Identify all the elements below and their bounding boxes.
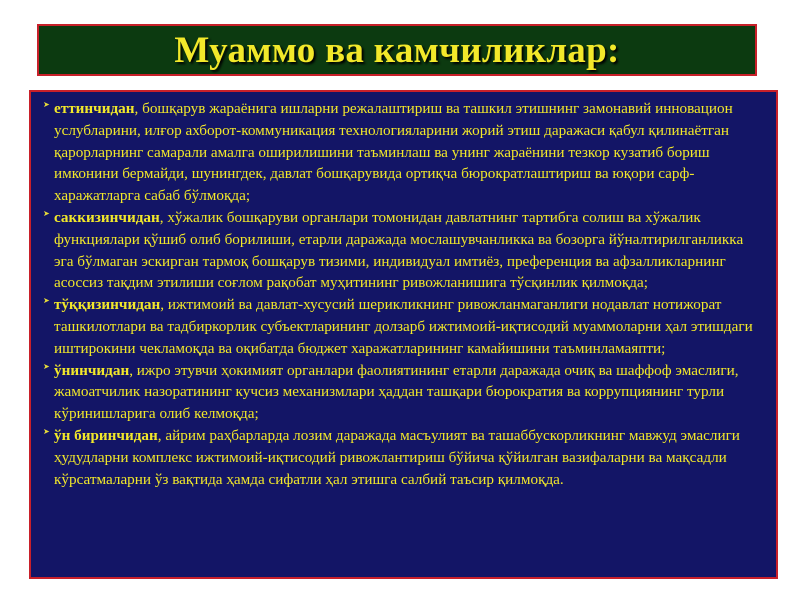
item-text: , ижро этувчи ҳокимият органлари фаолиятининг етарли даражада очиқ ва шаффоф эмаслиги, жамоатчилик назоратининг кучсиз механизмлари ҳаддан ташқари бюрократия ва коррупциянинг турли кўринишларига олиб келмоқда; [54, 361, 739, 423]
list-item [43, 425, 766, 490]
content-panel [29, 90, 778, 579]
arrow-bullet-icon: ➤ [43, 296, 50, 306]
list-item [43, 98, 766, 207]
item-keyword: ўнинчидан [54, 361, 130, 379]
item-keyword: еттинчидан [54, 100, 135, 117]
item-text: , ижтимоий ва давлат-хусусий шерикликнинг ривожланмаганлиги нодавлат нотижорат ташкилотлари ва тадбиркорлик субъектларининг долзарб ижтимоий-иқтисодий муаммоларни ҳал этишдаги иштирокини чекламоқда ва оқибатда бюджет харажатларининг камайишини таъминламаяпти; [54, 296, 753, 357]
item-text: , айрим раҳбарларда лозим даражада масъулият ва ташаббускорликнинг мавжуд эмаслиги ҳудудларни комплекс ижтимоий-иқтисодий ривожлантириш бўйича қўйилган вазифаларни ва мақсадли кўрсатмаларни ўз вақтида ҳамда сифатли ҳал этишга салбий таъсир қилмоқда. [54, 426, 740, 488]
item-keyword: тўққизинчидан [54, 296, 161, 314]
arrow-bullet-icon: ➤ [43, 100, 50, 109]
title-banner [37, 24, 757, 76]
item-text: , хўжалик бошқаруви органлари томонидан давлатнинг тартибга солиш ва хўжалик функциялари қўшиб олиб борилиши, етарли даражада мослашувчанликка ва бозорга йўналтирилганликка эга бўлмаган эскирган тармоқ бошқарув тизими, индивидуал имтиёз, преференция ва афзалликларнинг асоссиз тақдим этилиши соғлом рақобат муҳитининг ривожланишига тўсқинлик қилмоқда; [54, 208, 744, 292]
list-item [43, 360, 766, 425]
list-item [43, 294, 766, 359]
list-item [43, 207, 766, 294]
item-text: , бошқарув жараёнига ишларни режалаштириш ва ташкил этишнинг замонавий инновацион услубларини, илғор ахборот-коммуникация технологияларини жорий этиш даражаси қабул қилинаётган қарорларнинг самарали амалга оширилишини таъминлаш ва унинг жараёнини тезкор кузатиб бориш имконини бермайди, шунингдек, давлат бошқарувида ортиқча бюрократлаштириш ва юқори сарф-харажатларга сабаб бўлмоқда; [54, 100, 733, 205]
arrow-bullet-icon: ➤ [43, 361, 50, 371]
arrow-bullet-icon: ➤ [43, 208, 50, 218]
item-keyword: саккизинчидан [54, 208, 160, 226]
slide-title: Муаммо ва камчиликлар: [174, 29, 620, 71]
item-keyword: ўн биринчидан [54, 426, 158, 444]
arrow-bullet-icon: ➤ [43, 426, 50, 436]
